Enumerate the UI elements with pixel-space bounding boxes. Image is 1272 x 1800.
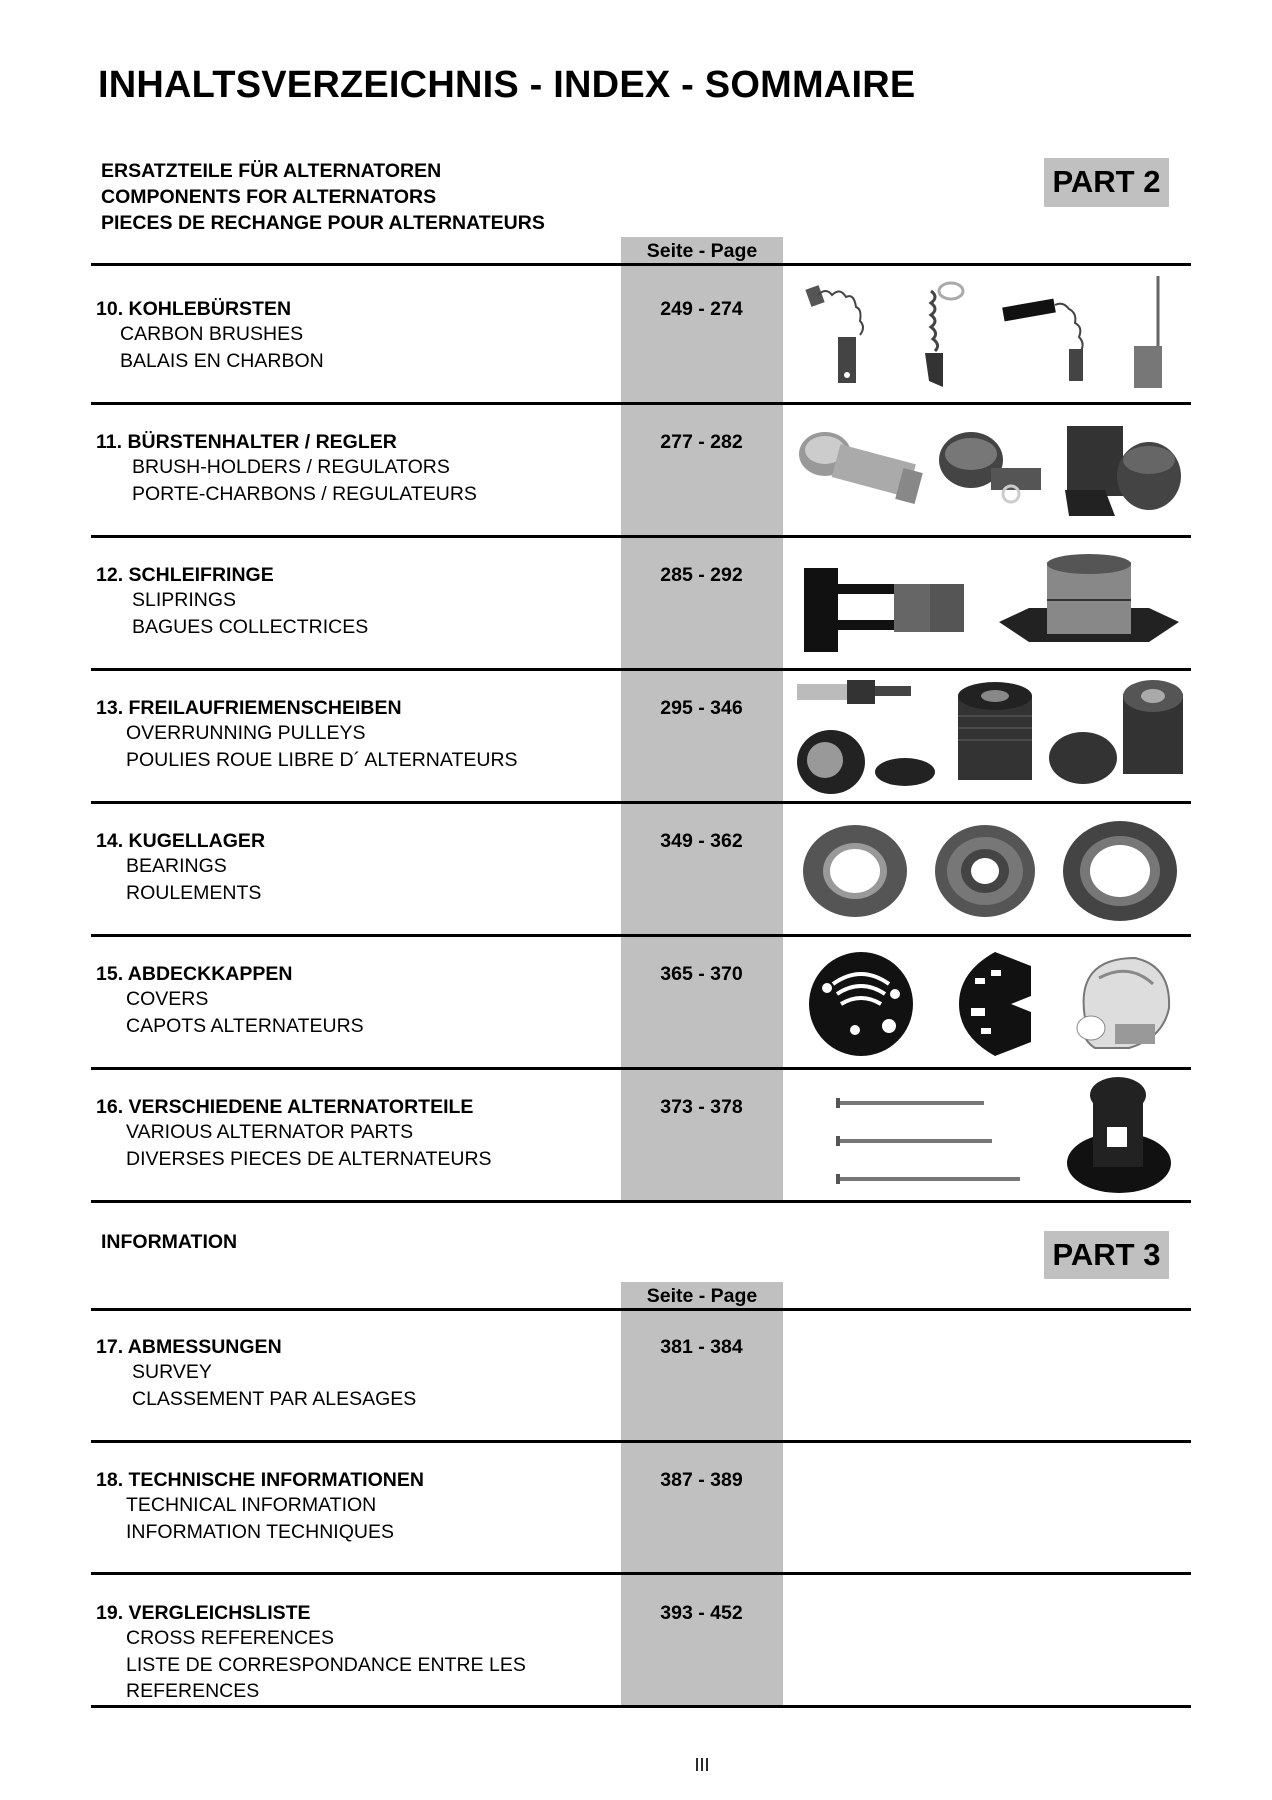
part3-heading: INFORMATION <box>101 1231 238 1253</box>
toc-entry-17[interactable] <box>96 1336 416 1412</box>
slipring-icon <box>993 548 1183 658</box>
part2-badge: PART 2 <box>1044 158 1169 207</box>
alternator-part-icon <box>1063 1075 1173 1195</box>
entry-title: 11. BÜRSTENHALTER / REGLER <box>96 431 397 453</box>
part2-heading-de: ERSATZTEILE FÜR ALTERNATOREN <box>101 160 442 182</box>
divider <box>91 1067 1191 1070</box>
part2-heading-en: COMPONENTS FOR ALTERNATORS <box>101 186 437 208</box>
toc-entry-11[interactable] <box>96 431 477 507</box>
pulley-icon <box>1047 676 1187 796</box>
entry-subtitle-fr: CLASSEMENT PAR ALESAGES <box>132 1387 417 1410</box>
pulley-tool-icon <box>793 676 943 796</box>
entry-pages[interactable]: 393 - 452 <box>660 1602 743 1624</box>
entry-images <box>790 810 1190 932</box>
divider <box>91 263 1191 266</box>
entry-subtitle-en: CARBON BRUSHES <box>120 323 304 345</box>
entry-pages[interactable]: 249 - 274 <box>660 298 743 320</box>
divider <box>91 1200 1191 1203</box>
divider <box>91 801 1191 804</box>
entry-subtitle-fr-cont: REFERENCES <box>126 1680 260 1702</box>
column-header-pages: Seite - Page <box>646 1285 758 1307</box>
entry-subtitle-fr: POULIES ROUE LIBRE D´ ALTERNATEURS <box>126 748 518 771</box>
entry-subtitle-en: OVERRUNNING PULLEYS <box>126 722 366 744</box>
entry-subtitle-fr: BAGUES COLLECTRICES <box>132 615 369 638</box>
bearing-icon <box>800 821 910 921</box>
cover-icon <box>1065 948 1175 1058</box>
divider <box>91 402 1191 405</box>
entry-subtitle-en: BEARINGS <box>126 855 227 877</box>
carbon-brush-icon <box>999 279 1099 389</box>
entry-images <box>790 270 1190 398</box>
part2-heading <box>101 158 545 236</box>
pulley-icon <box>950 676 1040 796</box>
toc-entry-13[interactable] <box>96 697 518 773</box>
divider <box>91 1572 1191 1575</box>
divider <box>91 1705 1191 1708</box>
brush-holder-icon <box>795 420 925 520</box>
bearing-icon <box>930 821 1040 921</box>
bolts-icon <box>808 1080 1028 1190</box>
entry-title: 12. SCHLEIFRINGE <box>96 564 274 586</box>
toc-entry-10[interactable] <box>96 298 324 374</box>
cover-icon <box>805 948 925 1058</box>
entry-pages[interactable]: 387 - 389 <box>660 1469 743 1491</box>
entry-pages[interactable]: 349 - 362 <box>660 830 743 852</box>
bearing-icon <box>1060 818 1180 924</box>
divider <box>91 1440 1191 1443</box>
entry-pages[interactable]: 365 - 370 <box>660 963 743 985</box>
brush-holder-icon <box>935 420 1045 520</box>
entry-subtitle-fr: LISTE DE CORRESPONDANCE ENTRE LES <box>126 1653 526 1676</box>
page-title: INHALTSVERZEICHNIS - INDEX - SOMMAIRE <box>98 64 916 106</box>
entry-subtitle-en: BRUSH-HOLDERS / REGULATORS <box>132 456 450 478</box>
entry-subtitle-en: CROSS REFERENCES <box>126 1627 335 1649</box>
slipring-icon <box>798 548 978 658</box>
entry-title: 14. KUGELLAGER <box>96 830 266 852</box>
toc-entry-18[interactable] <box>96 1469 424 1545</box>
carbon-brush-icon <box>1126 274 1176 394</box>
entry-subtitle-en: COVERS <box>126 988 209 1010</box>
entry-images <box>790 940 1190 1066</box>
entry-subtitle-fr: DIVERSES PIECES DE ALTERNATEURS <box>126 1147 492 1170</box>
entry-subtitle-en: TECHNICAL INFORMATION <box>126 1494 377 1516</box>
entry-subtitle-fr: ROULEMENTS <box>126 881 262 904</box>
toc-entry-12[interactable] <box>96 564 368 640</box>
entry-subtitle-fr: INFORMATION TECHNIQUES <box>126 1520 394 1543</box>
entry-subtitle-fr: CAPOTS ALTERNATEURS <box>126 1014 364 1037</box>
entry-title: 16. VERSCHIEDENE ALTERNATORTEILE <box>96 1096 474 1118</box>
entry-pages[interactable]: 285 - 292 <box>660 564 743 586</box>
page-number: III <box>694 1755 710 1775</box>
toc-entry-19[interactable] <box>96 1602 526 1705</box>
part3-badge: PART 3 <box>1044 1231 1169 1279</box>
divider <box>91 1308 1191 1311</box>
entry-pages[interactable]: 381 - 384 <box>660 1336 743 1358</box>
entry-subtitle-fr: PORTE-CHARBONS / REGULATEURS <box>132 482 477 505</box>
entry-images <box>790 540 1190 666</box>
entry-pages[interactable]: 373 - 378 <box>660 1096 743 1118</box>
part2-heading-fr: PIECES DE RECHANGE POUR ALTERNATEURS <box>101 212 545 234</box>
divider <box>91 535 1191 538</box>
carbon-brush-icon <box>804 279 874 389</box>
entry-subtitle-en: SURVEY <box>132 1361 212 1383</box>
cover-icon <box>955 948 1035 1058</box>
entry-subtitle-en: SLIPRINGS <box>132 589 237 611</box>
entry-images <box>790 1072 1190 1198</box>
entry-pages[interactable]: 277 - 282 <box>660 431 743 453</box>
entry-title: 18. TECHNISCHE INFORMATIONEN <box>96 1469 424 1491</box>
divider <box>91 934 1191 937</box>
entry-subtitle-en: VARIOUS ALTERNATOR PARTS <box>126 1121 414 1143</box>
entry-title: 13. FREILAUFRIEMENSCHEIBEN <box>96 697 402 719</box>
entry-images <box>790 673 1190 799</box>
entry-pages[interactable]: 295 - 346 <box>660 697 743 719</box>
entry-subtitle-fr: BALAIS EN CHARBON <box>120 349 324 372</box>
column-header-pages: Seite - Page <box>646 240 758 262</box>
entry-title: 19. VERGLEICHSLISTE <box>96 1602 311 1624</box>
entry-images <box>790 408 1190 532</box>
regulator-icon <box>1055 410 1185 530</box>
toc-entry-15[interactable] <box>96 963 364 1039</box>
entry-title: 15. ABDECKKAPPEN <box>96 963 293 985</box>
toc-entry-16[interactable] <box>96 1096 492 1172</box>
entry-title: 17. ABMESSUNGEN <box>96 1336 282 1358</box>
toc-entry-14[interactable] <box>96 830 265 906</box>
divider <box>91 668 1191 671</box>
entry-title: 10. KOHLEBÜRSTEN <box>96 298 292 320</box>
carbon-brush-icon <box>901 279 971 389</box>
